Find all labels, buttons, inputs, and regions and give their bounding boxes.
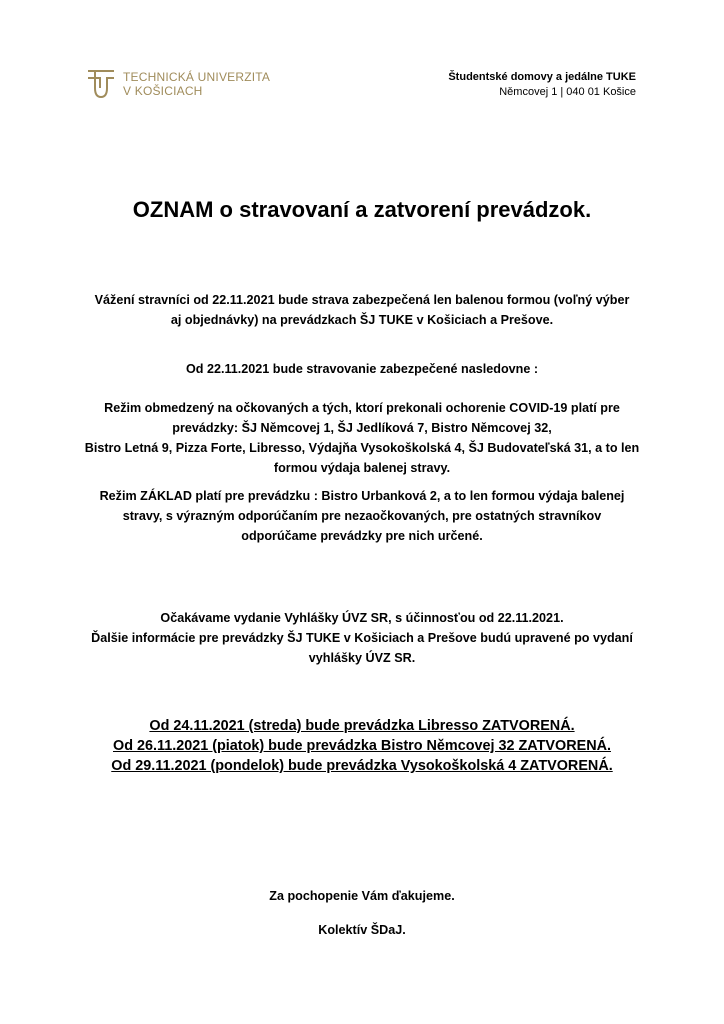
intro-line: aj objednávky) na prevádzkach ŠJ TUKE v Košiciach a Prešove. (170, 313, 554, 327)
decree-line: Ďalšie informácie pre prevádzky ŠJ TUKE v Košiciach a Prešove budú upravené po vydaní (91, 631, 633, 645)
closure-item: Od 24.11.2021 (streda) bude prevádzka Libresso ZATVORENÁ. (149, 718, 575, 734)
restricted-regime-paragraph (80, 398, 644, 478)
restricted-line: formou výdaja balenej stravy. (273, 461, 451, 475)
page-title: OZNAM o stravovaní a zatvorení prevádzok. (132, 197, 592, 222)
closure-item: Od 29.11.2021 (pondelok) bude prevádzka Vysokoškolská 4 ZATVORENÁ. (111, 758, 613, 774)
restricted-line: Režim obmedzený na očkovaných a tých, ktorí prekonali ochorenie COVID-19 platí pre (104, 401, 620, 415)
university-logo (86, 68, 270, 100)
from-date-line: Od 22.11.2021 bude stravovanie zabezpečené nasledovne : (185, 362, 539, 376)
logo-line-2: V KOŠICIACH (123, 84, 203, 98)
restricted-line: prevádzky: ŠJ Němcovej 1, ŠJ Jedlíková 7, Bistro Němcovej 32, (172, 421, 552, 435)
thanks-text: Za pochopenie Vám ďakujeme. (269, 889, 455, 903)
decree-line: vyhlášky ÚVZ SR. (308, 651, 416, 665)
logo-line-1: TECHNICKÁ UNIVERZITA (123, 70, 271, 84)
organization-header (448, 70, 636, 100)
intro-line: Vážení stravníci od 22.11.2021 bude strava zabezpečená len balenou formou (voľný výber (94, 293, 630, 307)
organization-name: Študentské domovy a jedálne TUKE (448, 71, 636, 83)
signature-line (80, 920, 644, 940)
closures-list (60, 716, 664, 776)
basic-line: odporúčame prevádzky pre nich určené. (241, 529, 483, 543)
basic-line: stravy, s výrazným odporúčaním pre nezaočkovaných, pre ostatných stravníkov (122, 509, 602, 523)
intro-paragraph (80, 290, 644, 330)
tuke-logo-icon (86, 68, 116, 100)
thanks-line (80, 886, 644, 906)
logo-wordmark (123, 70, 270, 98)
basic-regime-paragraph (80, 486, 644, 546)
organization-address: Němcovej 1 | 040 01 Košice (499, 86, 636, 98)
basic-line: Režim ZÁKLAD platí pre prevádzku : Bistro Urbanková 2, a to len formou výdaja balenej (99, 489, 625, 503)
closure-item: Od 26.11.2021 (piatok) bude prevádzka Bistro Němcovej 32 ZATVORENÁ. (113, 738, 611, 754)
decree-line: Očakávame vydanie Vyhlášky ÚVZ SR, s účinnosťou od 22.11.2021. (160, 611, 564, 625)
signature-text: Kolektív ŠDaJ. (318, 923, 406, 937)
from-date-paragraph (80, 359, 644, 379)
restricted-line: Bistro Letná 9, Pizza Forte, Libresso, Výdajňa Vysokoškolská 4, ŠJ Budovateľská 31, a to len (84, 441, 640, 455)
decree-paragraph (80, 608, 644, 668)
